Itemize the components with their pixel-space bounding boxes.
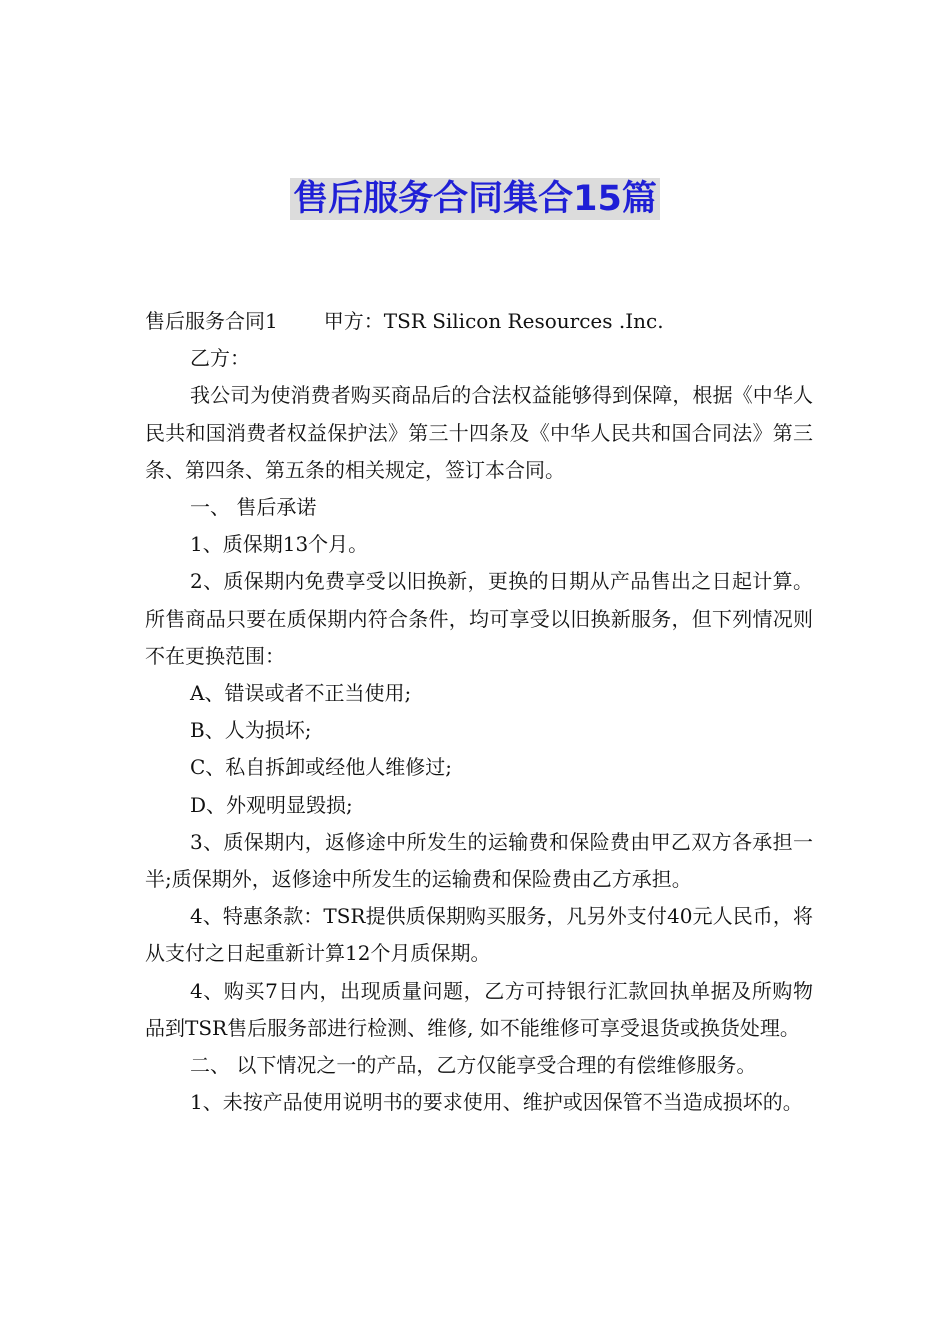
party-a: 甲方：TSR Silicon Resources .Inc. <box>323 309 664 333</box>
contract-intro-line <box>145 303 813 340</box>
clause-paragraph: 1、未按产品使用说明书的要求使用、维护或因保管不当造成损坏的。 <box>190 1090 803 1115</box>
section-heading: 一、 售后承诺 <box>190 495 317 520</box>
clause-paragraph: 1、质保期13个月。 <box>190 532 369 557</box>
document-title: 售后服务合同集合15篇 <box>290 178 660 220</box>
section-heading: 二、 以下情况之一的产品，乙方仅能享受合理的有偿维修服务。 <box>190 1053 757 1078</box>
party-b-line: 乙方： <box>190 346 250 371</box>
exclusion-item: D、外观明显毁损; <box>190 792 353 817</box>
clause-paragraph: 4、购买7日内，出现质量问题，乙方可持银行汇款回执单据及所购物品到TSR售后服务部进行检测、维修, 如不能维修可享受退货或换货处理。 <box>145 978 813 1040</box>
exclusion-item: A、错误或者不正当使用; <box>190 681 412 706</box>
clause-paragraph: 2、质保期内免费享受以旧换新，更换的日期从产品售出之日起计算。所售商品只要在质保期内符合条件，均可享受以旧换新服务，但下列情况则不在更换范围： <box>145 569 813 668</box>
exclusion-item: B、人为损坏; <box>190 718 312 743</box>
clause-paragraph: 3、质保期内，返修途中所发生的运输费和保险费由甲乙双方各承担一半;质保期外，返修途中所发生的运输费和保险费由乙方承担。 <box>145 829 813 892</box>
exclusion-item: C、私自拆卸或经他人维修过; <box>190 755 453 780</box>
contract-heading: 售后服务合同1 <box>145 309 278 333</box>
title-container <box>0 178 950 220</box>
preamble-paragraph: 我公司为使消费者购买商品后的合法权益能够得到保障，根据《中华人民共和国消费者权益保护法》第三十四条及《中华人民共和国合同法》第三条、第四条、第五条的相关规定，签订本合同。 <box>145 383 813 482</box>
clause-paragraph: 4、特惠条款：TSR提供质保期购买服务，凡另外支付40元人民币，将从支付之日起重新计算12个月质保期。 <box>145 904 813 966</box>
document-body <box>145 303 813 1121</box>
